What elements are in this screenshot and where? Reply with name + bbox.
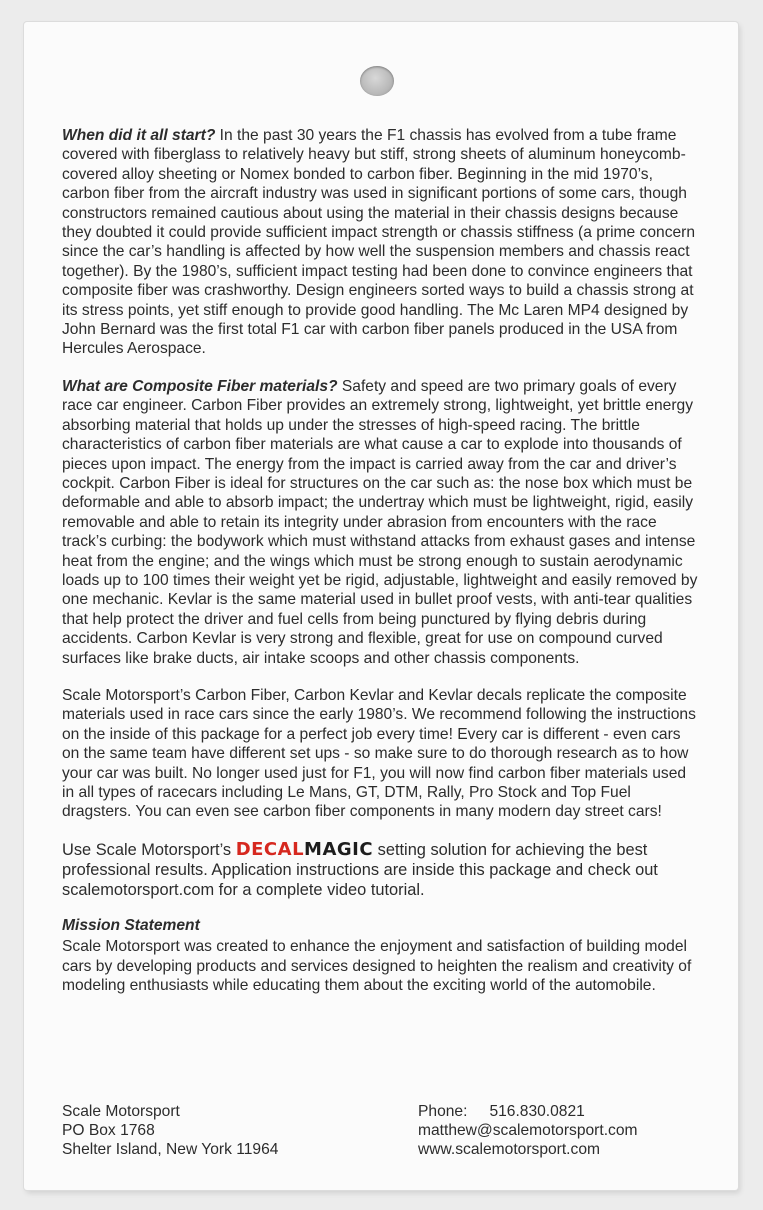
contact-info [418, 1102, 638, 1159]
card-content [62, 126, 702, 995]
package-card [24, 22, 738, 1190]
setting-solution-paragraph [62, 840, 702, 900]
materials-paragraph [62, 377, 702, 668]
materials-body: Safety and speed are two primary goals of every race car engineer. Carbon Fiber provides an extremely strong, lightweight, yet brittle energy absorbing material that holds up under the stresses of high-speed racing. The brittle characteristics of carbon fiber materials are what cause a car to explode into thousands of pieces upon impact. The energy from the impact is carried away from the car and driver’s cockpit. Carbon Fiber is ideal for structures on the car such as: the nose box which must be deformable and able to absorb impact; the undertray which must be lightweight, rigid, easily removable and able to retain its integrity under abrasion from encounters with the race track’s curbing: the bodywork which must withstand attacks from exhaust gases and intense heat from the engine; and the wings which must be strong enough to sustain aerodynamic loads up to 100 times their weight yet be rigid, adjustable, lightweight and easily removed by one mechanic. Kevlar is the same material used in bullet proof vests, with anti-tear qualities that help protect the driver and fuel cells from being punctured by flying debris during accidents. Carbon Kevlar is very strong and flexible, great for use on compound curved surfaces like brake ducts, air intake scoops and other chassis components. [62, 377, 698, 667]
solution-before: Use Scale Motorsport’s [62, 840, 236, 859]
solution-after: setting solution for achieving the best professional results. Application instructions are inside this package and check out scalemotorsport.com for a complete video tutorial. [62, 840, 658, 899]
po-box: PO Box 1768 [62, 1122, 155, 1139]
phone-number: 516.830.0821 [489, 1103, 585, 1120]
decals-paragraph: Scale Motorsport’s Carbon Fiber, Carbon Kevlar and Kevlar decals replicate the composite materials used in race cars since the early 1980’s. We recommend following the instructions on the inside of this package for a perfect job every time! Every car is different - even cars on the same team have different set ups - so make sure to do thorough research as to how your car was built. No longer used just for F1, you will now find carbon fiber materials used in all types of racecars including Le Mans, GT, DTM, Rally, Pro Stock and Top Fuel dragsters. You can even see carbon fiber components in many modern day street cars! [62, 686, 696, 821]
materials-lead: What are Composite Fiber materials? [62, 377, 338, 395]
website: www.scalemotorsport.com [418, 1141, 600, 1158]
mission-body: Scale Motorsport was created to enhance the enjoyment and satisfaction of building model cars by developing products and services designed to heighten the realism and creativity of modeling enthusiasts while educating them about the exciting world of the automobile. [62, 938, 692, 995]
magic-logo-text: MAGIC [304, 838, 374, 860]
phone-line [418, 1102, 638, 1121]
city-state-zip: Shelter Island, New York 11964 [62, 1141, 279, 1158]
history-lead: When did it all start? [62, 127, 216, 144]
phone-label: Phone: [418, 1103, 468, 1120]
mission-title: Mission Statement [62, 916, 200, 934]
hang-hole [360, 66, 394, 96]
email-address: matthew@scalemotorsport.com [418, 1122, 638, 1139]
company-name: Scale Motorsport [62, 1103, 180, 1120]
mailing-address [62, 1102, 278, 1159]
history-paragraph [62, 126, 702, 359]
decal-logo-text: DECAL [235, 838, 305, 860]
history-body: In the past 30 years the F1 chassis has evolved from a tube frame covered with fiberglass to relatively heavy but stiff, strong sheets of aluminum honeycomb-covered alloy sheeting or Nomex bonded to carbon fiber. Beginning in the mid 1970’s, carbon fiber from the aircraft industry was used in significant portions of some cars, though constructors remained cautious about using the material in their chassis designs because they doubted it could provide sufficient impact strength or chassis stiffness (a prime concern since the car’s handling is affected by how well the suspension members and chassis react together). By the 1980’s, sufficient impact testing had been done to convince engineers that composite fiber was crashworthy. Design engineers sorted ways to build a chassis strong at its stress points, yet stiff enough to provide good handling. The Mc Laren MP4 designed by John Bernard was the first total F1 car with carbon fiber panels produced in the USA from Hercules Aerospace. [62, 127, 696, 358]
